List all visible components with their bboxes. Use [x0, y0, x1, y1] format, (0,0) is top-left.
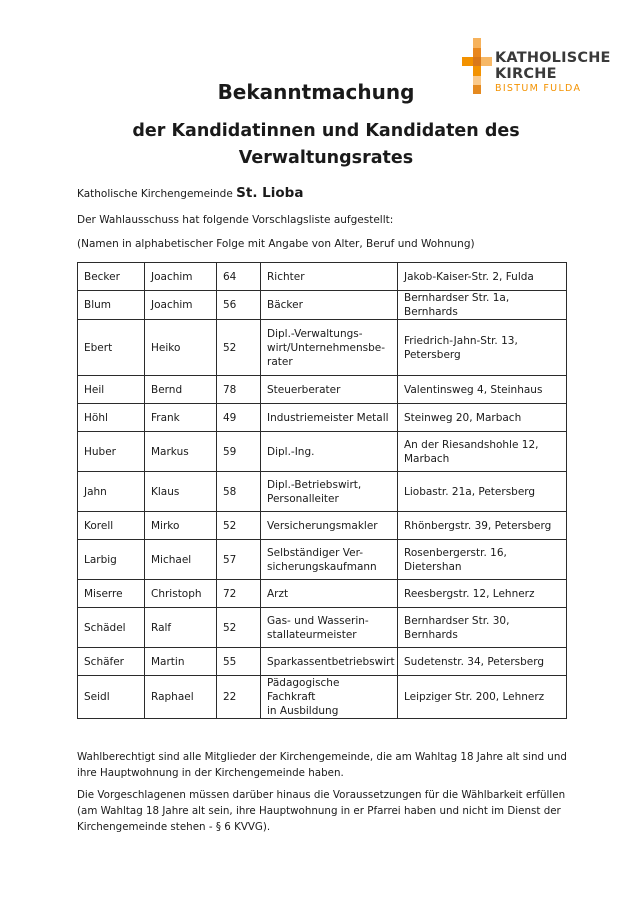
first-name-cell: Ralf — [145, 608, 217, 648]
subtitle-line-2: Verwaltungsrates — [238, 148, 414, 168]
address-cell — [398, 404, 567, 432]
first-name-cell: Klaus — [145, 472, 217, 512]
address-line: Steinweg 20, Marbach — [404, 411, 522, 424]
occupation-cell — [261, 376, 398, 404]
table-row — [78, 676, 567, 719]
address-line: An der Riesandshohle 12, — [404, 438, 539, 451]
occupation-line: Pädagogische Fachkraft — [267, 677, 340, 703]
first-name-cell: Christoph — [145, 580, 217, 608]
occupation-line: Sparkassentbetriebswirt — [267, 655, 395, 668]
first-name-cell: Markus — [145, 432, 217, 472]
address-line: Rhönbergstr. 39, Petersberg — [404, 519, 552, 532]
age-cell: 55 — [217, 648, 261, 676]
candidate-table-body — [78, 263, 567, 719]
table-row — [78, 404, 567, 432]
occupation-cell — [261, 540, 398, 580]
occupation-line: Bäcker — [267, 299, 303, 311]
occupation-cell — [261, 263, 398, 291]
occupation-cell — [261, 320, 398, 376]
occupation-line: Gas- und Wasserin- — [267, 614, 369, 627]
parish-label: Katholische Kirchengemeinde — [77, 188, 233, 200]
occupation-line: wirt/Unternehmensbe- — [267, 341, 386, 354]
address-line: Bernhardser Str. 30, — [404, 614, 510, 627]
logo-line-2: KIRCHE — [495, 66, 557, 82]
occupation-line: in Ausbildung — [267, 705, 339, 717]
page-title: Bekanntmachung — [217, 80, 415, 104]
first-name-cell: Heiko — [145, 320, 217, 376]
table-row — [78, 580, 567, 608]
address-line: Reesbergstr. 12, Lehnerz — [404, 587, 535, 600]
table-row — [78, 291, 567, 320]
occupation-line: Selbständiger Ver- — [267, 546, 364, 559]
table-row — [78, 512, 567, 540]
address-line: Bernhards — [404, 628, 458, 641]
last-name-cell: Seidl — [78, 676, 145, 719]
table-row — [78, 376, 567, 404]
logo-line-1: KATHOLISCHE — [495, 50, 611, 66]
table-row — [78, 432, 567, 472]
last-name-cell: Heil — [78, 376, 145, 404]
note-text: (Namen in alphabetischer Folge mit Angabe von Alter, Beruf und Wohnung) — [77, 238, 475, 250]
intro-text: Der Wahlausschuss hat folgende Vorschlagsliste aufgestellt: — [77, 214, 394, 226]
last-name-cell: Korell — [78, 512, 145, 540]
occupation-line: Steuerberater — [267, 383, 341, 396]
last-name-cell: Schäfer — [78, 648, 145, 676]
address-cell — [398, 608, 567, 648]
eligibility-line-1: Wahlberechtigt sind alle Mitglieder der Kirchengemeinde, die am Wahltag 18 Jahre alt sind und — [77, 751, 567, 763]
last-name-cell: Höhl — [78, 404, 145, 432]
age-cell: 57 — [217, 540, 261, 580]
last-name-cell: Huber — [78, 432, 145, 472]
address-line: Dietershan — [404, 560, 462, 573]
age-cell: 52 — [217, 608, 261, 648]
address-cell — [398, 648, 567, 676]
first-name-cell: Martin — [145, 648, 217, 676]
address-cell — [398, 263, 567, 291]
address-cell — [398, 432, 567, 472]
address-line: Sudetenstr. 34, Petersberg — [404, 655, 545, 668]
occupation-line: rater — [267, 355, 293, 368]
age-cell: 49 — [217, 404, 261, 432]
occupation-cell — [261, 512, 398, 540]
table-row — [78, 540, 567, 580]
last-name-cell: Miserre — [78, 580, 145, 608]
occupation-cell — [261, 472, 398, 512]
address-line: Petersberg — [404, 348, 461, 361]
first-name-cell: Bernd — [145, 376, 217, 404]
occupation-cell — [261, 580, 398, 608]
age-cell: 72 — [217, 580, 261, 608]
candidate-table — [77, 262, 567, 719]
requirements-line-2: (am Wahltag 18 Jahre alt sein, ihre Hauptwohnung in er Pfarrei haben und nicht im Dienst der — [77, 805, 561, 817]
occupation-line: Dipl.-Ing. — [267, 445, 315, 458]
logo-line-3: BISTUM FULDA — [495, 83, 582, 94]
first-name-cell: Frank — [145, 404, 217, 432]
subtitle-line-1: der Kandidatinnen und Kandidaten des — [132, 121, 520, 141]
occupation-line: Personalleiter — [267, 492, 339, 505]
occupation-cell — [261, 648, 398, 676]
age-cell: 58 — [217, 472, 261, 512]
requirements-line-1: Die Vorgeschlagenen müssen darüber hinaus die Voraussetzungen für die Wählbarkeit erfüllen — [77, 789, 566, 801]
address-line: Rosenbergerstr. 16, — [404, 546, 507, 559]
requirements-line-3: Kirchengemeinde stehen - § 6 KVVG). — [77, 821, 271, 833]
eligibility-line-2: ihre Hauptwohnung in der Kirchengemeinde haben. — [77, 767, 344, 779]
age-cell: 52 — [217, 512, 261, 540]
occupation-cell — [261, 291, 398, 320]
parish-name: St. Lioba — [236, 185, 304, 201]
last-name-cell: Jahn — [78, 472, 145, 512]
address-line: Jakob-Kaiser-Str. 2, Fulda — [404, 270, 534, 283]
first-name-cell: Joachim — [145, 263, 217, 291]
address-cell — [398, 291, 567, 320]
occupation-line: Versicherungsmakler — [267, 519, 378, 532]
address-cell — [398, 580, 567, 608]
address-line: Friedrich-Jahn-Str. 13, — [404, 334, 518, 347]
occupation-line: Dipl.-Betriebswirt, — [267, 478, 362, 491]
age-cell: 64 — [217, 263, 261, 291]
page-subtitle — [0, 118, 640, 172]
last-name-cell: Schädel — [78, 608, 145, 648]
address-line: Leipziger Str. 200, Lehnerz — [404, 691, 545, 703]
age-cell: 78 — [217, 376, 261, 404]
table-row — [78, 648, 567, 676]
parish-line — [77, 186, 303, 201]
first-name-cell: Michael — [145, 540, 217, 580]
age-cell: 59 — [217, 432, 261, 472]
address-cell — [398, 540, 567, 580]
address-line: Marbach — [404, 452, 450, 465]
occupation-cell — [261, 432, 398, 472]
occupation-line: Richter — [267, 270, 305, 283]
occupation-cell — [261, 676, 398, 719]
address-cell — [398, 376, 567, 404]
table-row — [78, 608, 567, 648]
table-row — [78, 263, 567, 291]
first-name-cell: Mirko — [145, 512, 217, 540]
occupation-line: Arzt — [267, 587, 289, 600]
occupation-line: Dipl.-Verwaltungs- — [267, 327, 363, 340]
occupation-line: stallateurmeister — [267, 628, 357, 641]
age-cell: 52 — [217, 320, 261, 376]
last-name-cell: Becker — [78, 263, 145, 291]
address-line: Valentinsweg 4, Steinhaus — [404, 383, 543, 396]
address-cell — [398, 512, 567, 540]
occupation-line: sicherungskaufmann — [267, 560, 377, 573]
last-name-cell: Ebert — [78, 320, 145, 376]
first-name-cell: Raphael — [145, 676, 217, 719]
address-cell — [398, 472, 567, 512]
age-cell: 56 — [217, 291, 261, 320]
occupation-cell — [261, 608, 398, 648]
occupation-line: Industriemeister Metall — [267, 411, 389, 424]
requirements-paragraph — [77, 787, 567, 835]
table-row — [78, 472, 567, 512]
first-name-cell: Joachim — [145, 291, 217, 320]
last-name-cell: Larbig — [78, 540, 145, 580]
address-cell — [398, 320, 567, 376]
age-cell: 22 — [217, 676, 261, 719]
eligibility-paragraph — [77, 749, 567, 781]
address-cell — [398, 676, 567, 719]
last-name-cell: Blum — [78, 291, 145, 320]
address-line: Bernhardser Str. 1a, Bernhards — [404, 292, 510, 318]
occupation-cell — [261, 404, 398, 432]
table-row — [78, 320, 567, 376]
address-line: Liobastr. 21a, Petersberg — [404, 485, 536, 498]
